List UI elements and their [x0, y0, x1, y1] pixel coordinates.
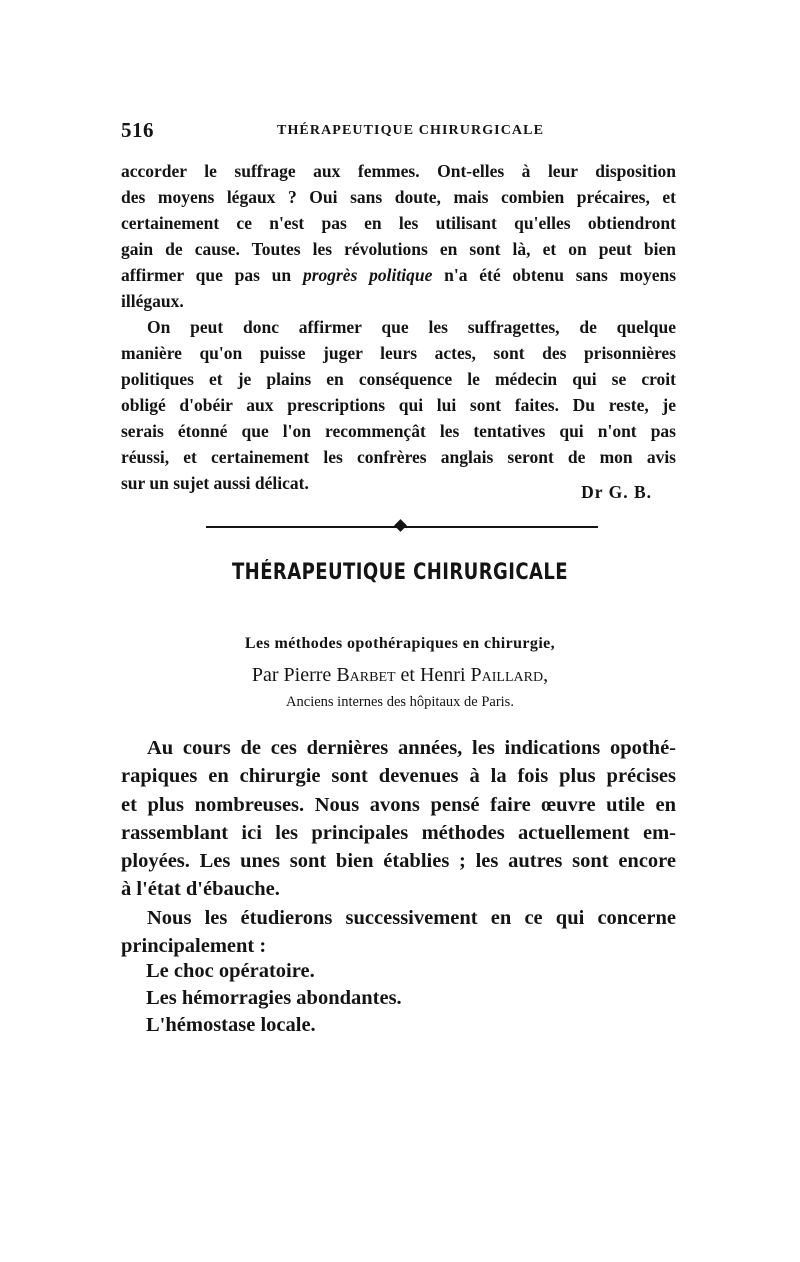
text-segment: n'a été obtenu sans moyens	[432, 265, 676, 285]
article-body	[121, 734, 676, 960]
author-surname: Barbet	[336, 664, 396, 686]
signature: Dr G. B.	[581, 482, 652, 502]
text-line: à l'état d'ébauche.	[121, 878, 280, 901]
text-line: serais étonné que l'on recommençât les tentatives qui n'ont pas	[121, 421, 676, 441]
author-affiliation: Anciens internes des hôpitaux de Paris.	[286, 694, 514, 710]
authors-prefix: Par Pierre	[251, 664, 337, 686]
text-line: rassemblant ici les principales méthodes actuellement em-	[121, 821, 676, 844]
section-separator	[206, 521, 598, 533]
text-line: et plus nombreuses. Nous avons pensé faire œuvre utile en	[121, 793, 676, 816]
text-line: On peut donc affirmer que les suffragettes, de quelque	[147, 317, 676, 337]
text-line: des moyens légaux ? Oui sans doute, mais combien précaires, et	[121, 187, 676, 207]
section-title: THÉRAPEUTIQUE CHIRURGICALE	[231, 560, 569, 585]
author-surname: Paillard	[470, 664, 544, 686]
text-line: accorder le suffrage aux femmes. Ont-elles à leur disposition	[121, 161, 676, 181]
text-line: certainement ce n'est pas en les utilisant qu'elles obtiendront	[121, 213, 676, 233]
text-line: Au cours de ces dernières années, les indications opothé-	[147, 737, 676, 759]
article-authors	[0, 664, 800, 687]
text-line: gain de cause. Toutes les révolutions en sont là, et on peut bien	[121, 239, 676, 259]
page-number: 516	[121, 118, 154, 142]
text-line: sur un sujet aussi délicat.	[121, 473, 309, 493]
italic-phrase: progrès politique	[302, 265, 433, 285]
text-line: obligé d'obéir aux prescriptions qui lui sont faites. Du reste, je	[121, 395, 676, 415]
running-head	[121, 118, 676, 142]
article-title: Les méthodes opothérapiques en chirurgie,	[244, 635, 556, 652]
topic-list	[146, 958, 402, 1039]
text-line: principalement :	[121, 935, 267, 958]
list-item: L'hémostase locale.	[146, 1014, 316, 1036]
diamond-ornament-icon	[394, 519, 407, 532]
letter-continuation	[121, 158, 676, 496]
authors-join: et Henri	[395, 664, 471, 686]
running-title: THÉRAPEUTIQUE CHIRURGICALE	[277, 123, 545, 138]
authors-suffix: ,	[543, 664, 549, 686]
text-line: manière qu'on puisse juger leurs actes, sont des prisonnières	[121, 343, 676, 363]
text-segment: affirmer que pas un	[121, 265, 303, 285]
text-line: rapiques en chirurgie sont devenues à la fois plus précises	[121, 765, 676, 788]
text-line: illégaux.	[121, 291, 184, 311]
text-line: réussi, et certainement les confrères anglais seront de mon avis	[121, 447, 676, 467]
list-item: Les hémorragies abondantes.	[146, 987, 402, 1009]
text-line: Nous les étudierons successivement en ce qui concerne	[147, 906, 676, 929]
text-line: ployées. Les unes sont bien établies ; les autres sont encore	[121, 850, 676, 873]
text-line-with-italic	[121, 262, 676, 288]
text-line: politiques et je plains en conséquence le médecin qui se croit	[121, 369, 676, 389]
list-item: Le choc opératoire.	[146, 960, 315, 982]
